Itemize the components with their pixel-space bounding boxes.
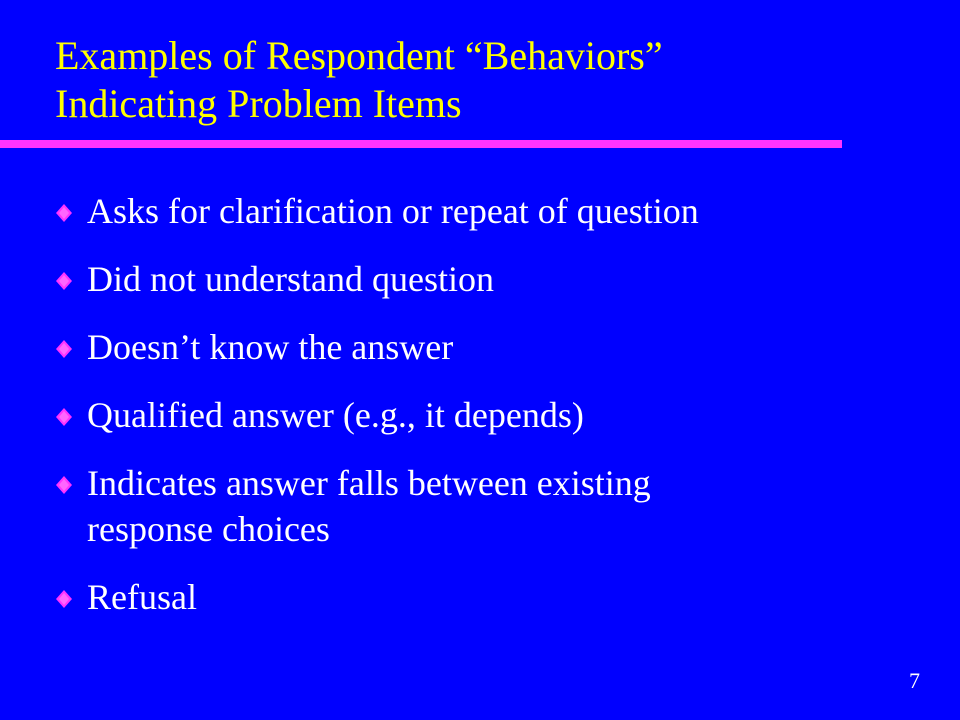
page-number: 7 [909, 668, 920, 693]
bullet-item [55, 460, 915, 552]
diamond-bullet-icon [55, 272, 73, 290]
bullet-text-line: response choices [87, 509, 330, 549]
bullet-item [55, 256, 915, 302]
bullet-text [87, 392, 915, 438]
bullet-item [55, 188, 915, 234]
bullet-text-line: Qualified answer (e.g., it depends) [87, 395, 584, 435]
bullet-text [87, 574, 915, 620]
bullet-text-line: Doesn’t know the answer [87, 327, 454, 367]
bullet-text-line: Did not understand question [87, 259, 494, 299]
bullet-text-line: Refusal [87, 577, 197, 617]
bullet-text [87, 460, 915, 552]
diamond-bullet-icon [55, 340, 73, 358]
slide-title [55, 32, 895, 128]
title-underline-rule [0, 140, 842, 148]
bullet-item [55, 574, 915, 620]
bullet-item [55, 392, 915, 438]
diamond-bullet-icon [55, 590, 73, 608]
bullet-text [87, 256, 915, 302]
diamond-bullet-icon [55, 204, 73, 222]
bullet-text-line: Indicates answer falls between existing [87, 463, 651, 503]
slide-title-line-2: Indicating Problem Items [55, 81, 462, 126]
diamond-bullet-icon [55, 476, 73, 494]
bullet-item [55, 324, 915, 370]
diamond-bullet-icon [55, 408, 73, 426]
bullet-text-line: Asks for clarification or repeat of question [87, 191, 699, 231]
bullet-text [87, 324, 915, 370]
bullet-text [87, 188, 915, 234]
bullet-list [55, 188, 915, 642]
slide-title-line-1: Examples of Respondent “Behaviors” [55, 33, 663, 78]
